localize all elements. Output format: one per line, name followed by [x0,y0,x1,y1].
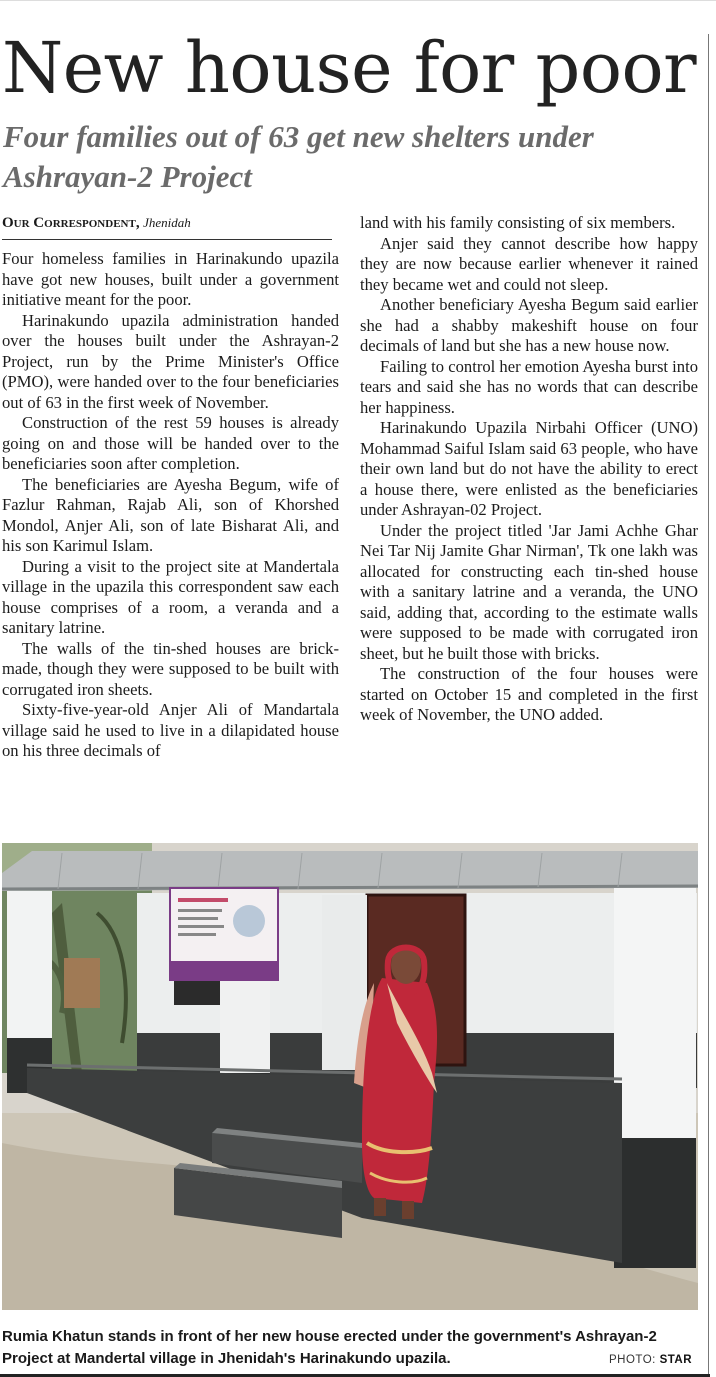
paragraph: Construction of the rest 59 houses is already going on and those will be handed over to the beneficiaries soon after completion. [2,413,339,473]
hanging-cloth [64,958,100,1008]
article-column-1 [2,249,339,762]
byline-location: Jhenidah [143,215,191,230]
paragraph: The walls of the tin-shed houses are brick-made, though they were supposed to be built with corrugated iron sheets. [2,638,339,699]
paragraph: The construction of the four houses were started on October 15 and completed in the first week of November, the UNO added. [360,664,698,724]
photo-credit-source: STAR [659,1354,693,1366]
article-column-2 [360,213,698,726]
paragraph: Anjer said they cannot describe how happy they are now because earlier whenever it rained they became wet and could not sleep. [360,233,698,294]
paragraph: During a visit to the project site at Mandertala village in the upazila this correspondent saw each house comprises of a room, a veranda and a sanitary latrine. [2,556,339,637]
photo-credit [609,1354,692,1366]
photo-caption: Rumia Khatun stands in front of her new house erected under the government's Ashrayan-2 Project at Mandertal village in Jhenidah's Harinakundo upazila. [2,1328,657,1367]
pillar [614,888,696,1138]
photo-credit-label: PHOTO: [609,1354,656,1366]
column-rule [708,34,709,1374]
paragraph: The beneficiaries are Ayesha Begum, wife of Fazlur Rahman, Rajab Ali, son of Khorshed Mondol, Anjer Ali, son of late Bisharat Ali, and his son Karimul Islam. [2,474,339,555]
news-photo [2,843,698,1310]
paragraph: Under the project titled 'Jar Jami Achhe Ghar Nei Tar Nij Jamite Ghar Nirman', Tk one lakh was allocated for constructing each tin-shed house with a sanitary latrine and a veranda, the UNO said, adding that, according to the estimate walls were supposed to be made with corrugated iron sheet, but he built those with bricks. [360,520,698,663]
paragraph: Harinakundo Upazila Nirbahi Officer (UNO) Mohammad Saiful Islam said 63 people, who have their own land but do not have the ability to erect a house there, were enlisted as the beneficiaries under Ashrayan-02 Project. [360,418,698,519]
project-signboard [170,888,278,980]
paragraph: Sixty-five-year-old Anjer Ali of Mandartala village said he used to live in a dilapidated house on his three decimals of [2,700,339,760]
top-border [0,0,716,1]
paragraph: Failing to control her emotion Ayesha burst into tears and said she has no words that can describe her happiness. [360,356,698,417]
byline-author: Our Correspondent, [2,215,140,231]
paragraph: Another beneficiary Ayesha Begum said earlier she had a shabby makeshift house on four decimals of land but she has a new house now. [360,295,698,355]
paragraph: Four homeless families in Harinakundo upazila have got new houses, built under a government initiative meant for the poor. [2,249,339,309]
paragraph: Harinakundo upazila administration handed over the houses built under the Ashrayan-2 Project, run by the Prime Minister's Office (PMO), were handed over to the four beneficiaries out of 63 in the first week of November. [2,310,339,412]
paragraph: land with his family consisting of six members. [360,213,676,232]
headline: New house for poor [2,27,697,109]
byline [2,213,332,240]
subheadline: Four families out of 63 get new shelters under Ashrayan-2 Project [3,119,594,194]
